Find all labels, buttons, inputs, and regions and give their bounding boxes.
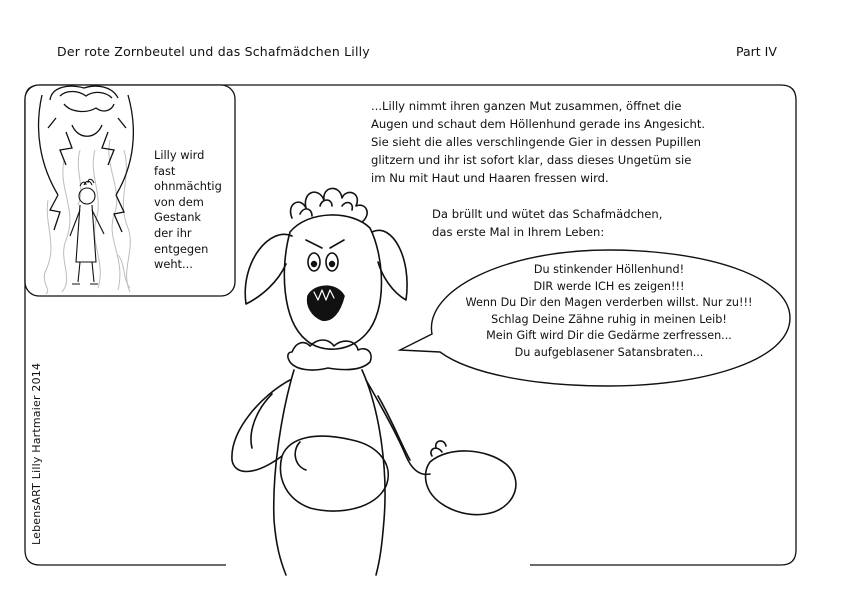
caption-line: der ihr [154, 225, 192, 240]
caption-line: entgegen [154, 241, 209, 256]
inset-caption [154, 148, 234, 273]
speech-line: Mein Gift wird Dir die Gedärme zerfressen... [486, 329, 732, 343]
artist-signature: LebensART Lilly Hartmaier 2014 [30, 362, 43, 545]
narration-line: ...Lilly nimmt ihren ganzen Mut zusammen, öffnet die [371, 99, 682, 113]
lilly-sheep-girl-drawing [232, 188, 516, 575]
caption-line: ohnmächtig [154, 179, 222, 194]
caption-line: Lilly wird [154, 148, 205, 162]
speech-line: Schlag Deine Zähne ruhig in meinen Leib! [491, 312, 727, 326]
caption-line: Gestank [154, 210, 202, 225]
narration-line: glitzern und ihr ist sofort klar, dass dieses Ungetüm sie [371, 153, 692, 167]
narration-line: im Nu mit Haut und Haaren fressen wird. [371, 171, 609, 185]
comic-title: Der rote Zornbeutel und das Schafmädchen Lilly [57, 44, 370, 59]
narration-text [371, 97, 791, 187]
speech-text [420, 262, 798, 362]
narration-line: das erste Mal in Ihrem Leben: [432, 225, 605, 239]
speech-line: Du aufgeblasener Satansbraten... [514, 345, 704, 359]
part-label: Part IV [736, 44, 777, 59]
speech-line: Wenn Du Dir den Magen verderben willst. Nur zu!!! [465, 296, 753, 310]
speech-line: Du stinkender Höllenhund! [533, 263, 685, 276]
caption-line: weht... [154, 257, 193, 272]
narration-text-2 [432, 205, 662, 241]
speech-line: DIR werde ICH es zeigen!!! [533, 279, 685, 293]
narration-line: Sie sieht die alles verschlingende Gier in dessen Pupillen [371, 135, 701, 149]
narration-line: Da brüllt und wütet das Schafmädchen, [432, 207, 663, 221]
caption-line: von dem [154, 194, 204, 209]
narration-line: Augen und schaut dem Höllenhund gerade ins Angesicht. [371, 117, 706, 131]
caption-line: fast [154, 163, 176, 178]
